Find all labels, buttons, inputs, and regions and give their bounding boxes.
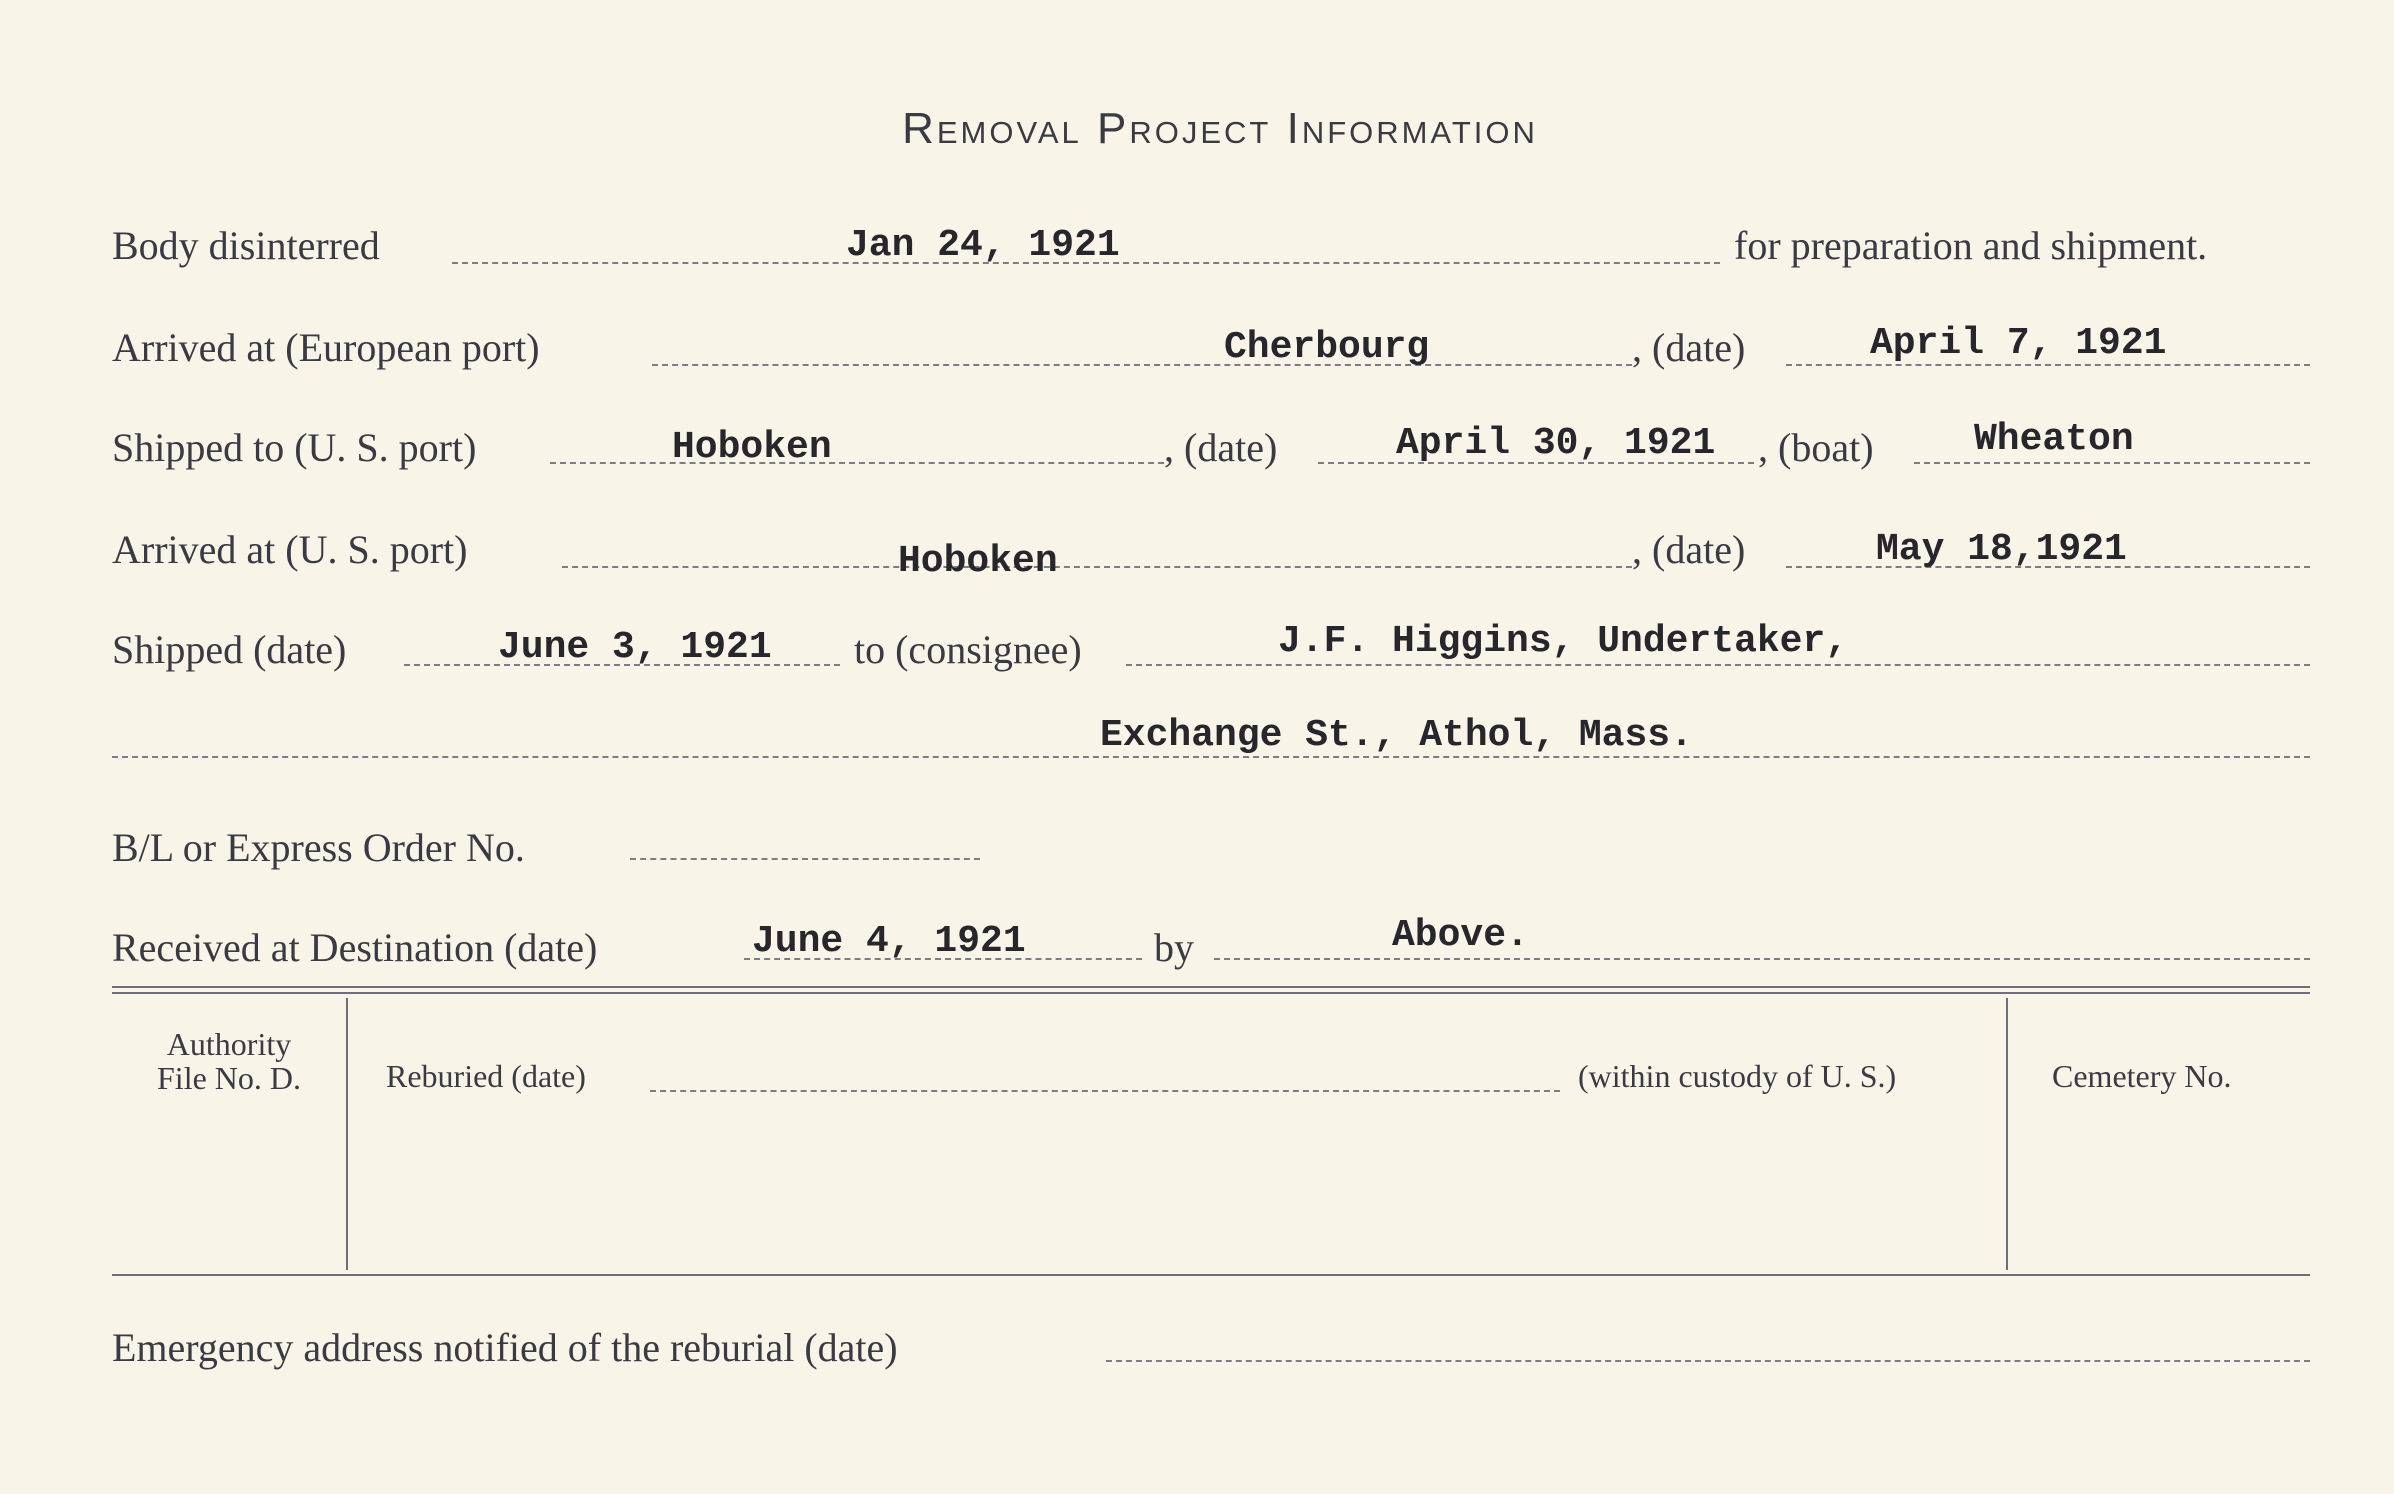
arrived-european-label: Arrived at (European port) [112, 325, 540, 370]
shipped-us-date-value: April 30, 1921 [1396, 422, 1716, 465]
shipped-us-boat-label: , (boat) [1758, 425, 1874, 470]
disinterred-suffix: for preparation and shipment. [1734, 223, 2208, 268]
authority-label-2: File No. D. [157, 1060, 301, 1096]
cemetery-label: Cemetery No. [2052, 1058, 2232, 1094]
arrived-us-date-value: May 18,1921 [1876, 528, 2127, 571]
reburied-label: Reburied (date) [386, 1058, 586, 1094]
received-by-line [1214, 958, 2310, 960]
table-bottom-rule [112, 1274, 2310, 1276]
shipped-date-label: Shipped (date) [112, 627, 347, 672]
table-divider-left [346, 998, 348, 1270]
bl-order-label: B/L or Express Order No. [112, 825, 525, 870]
shipped-us-line [550, 462, 1164, 464]
arrived-us-label: Arrived at (U. S. port) [112, 527, 468, 572]
emergency-label: Emergency address notified of the reburial (date) [112, 1325, 898, 1370]
shipped-us-date-label: , (date) [1164, 425, 1278, 470]
table-divider-right [2006, 998, 2008, 1270]
shipped-date-value: June 3, 1921 [498, 626, 772, 669]
shipped-us-boat-value: Wheaton [1974, 418, 2134, 461]
arrived-european-date-value: April 7, 1921 [1870, 322, 2167, 365]
table-top-rule-2 [112, 992, 2310, 994]
arrived-european-value: Cherbourg [1224, 326, 1430, 369]
consignee-value-line2: Exchange St., Athol, Mass. [1100, 714, 1693, 757]
received-value: June 4, 1921 [752, 920, 1026, 963]
card-title: Removal Project Information [902, 104, 1538, 153]
arrived-european-line [652, 364, 1632, 366]
received-by-value: Above. [1392, 914, 1529, 957]
shipped-us-value: Hoboken [672, 426, 832, 469]
shipped-us-boat-line [1914, 462, 2310, 464]
shipped-us-label: Shipped to (U. S. port) [112, 425, 477, 470]
reburied-line [650, 1090, 1560, 1092]
consignee-value-line1: J.F. Higgins, Undertaker, [1278, 620, 1849, 663]
consignee-line-1 [1126, 664, 2310, 666]
bl-order-line [630, 858, 980, 860]
custody-label: (within custody of U. S.) [1578, 1058, 1897, 1094]
arrived-us-line [562, 566, 1632, 568]
emergency-line [1106, 1360, 2310, 1362]
disinterred-label: Body disinterred [112, 223, 380, 268]
authority-label-1: Authority [166, 1026, 292, 1062]
received-by-label: by [1154, 925, 1194, 970]
consignee-label: to (consignee) [854, 627, 1082, 672]
arrived-european-date-label: , (date) [1632, 325, 1746, 370]
received-label: Received at Destination (date) [112, 925, 598, 970]
table-top-rule-1 [112, 986, 2310, 988]
disinterred-value: Jan 24, 1921 [846, 224, 1120, 267]
arrived-us-date-label: , (date) [1632, 527, 1746, 572]
arrived-us-value: Hoboken [898, 540, 1058, 583]
